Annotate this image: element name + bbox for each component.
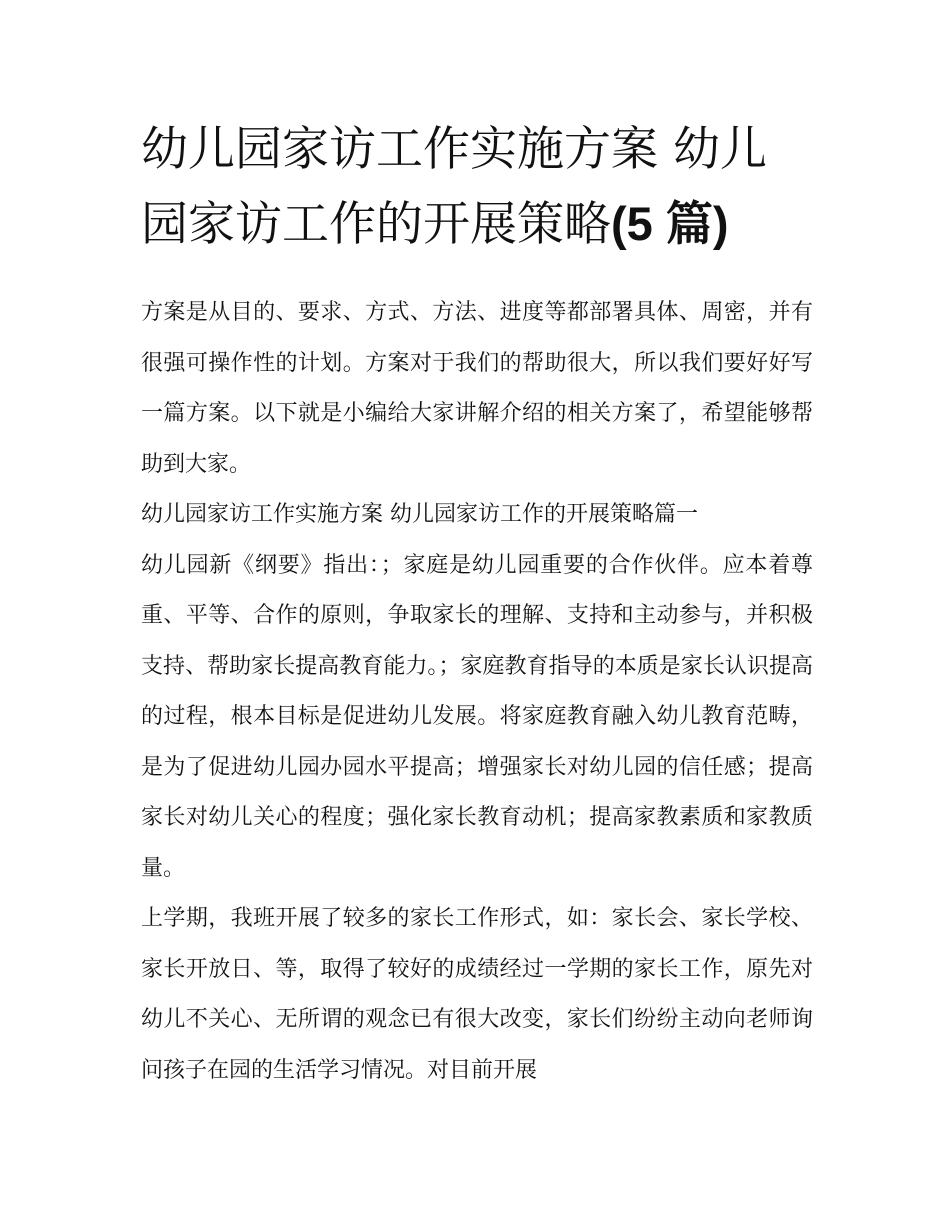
- body-paragraph: 上学期，我班开展了较多的家长工作形式，如：家长会、家长学校、家长开放日、等，取得了较好的成绩经过一学期的家长工作，原先对幼儿不关心、无所谓的观念已有很大改变，家长们纷纷主动向老师询问孩子在园的生活学习情况。对目前开展: [141, 906, 813, 1083]
- body-paragraph: 幼儿园新《纲要》指出：；家庭是幼儿园重要的合作伙伴。应本着尊重、平等、合作的原则，争取家长的理解、支持和主动参与，并积极支持、帮助家长提高教育能力。；家庭教育指导的本质是家长认识提高的过程，根本目标是促进幼儿发展。将家庭教育融入幼儿教育范畴，是为了促进幼儿园办园水平提高；增强家长对幼儿园的信任感；提高家长对幼儿关心的程度；强化家长教育动机；提高家教素质和家教质量。: [141, 552, 813, 881]
- document-title: [141, 113, 813, 262]
- intro-paragraph: 方案是从目的、要求、方式、方法、进度等都部署具体、周密，并有很强可操作性的计划。方案对于我们的帮助很大，所以我们要好好写一篇方案。以下就是小编给大家讲解介绍的相关方案了，希望能够帮助到大家。: [141, 300, 813, 477]
- section-heading: 幼儿园家访工作实施方案 幼儿园家访工作的开展策略篇一: [141, 502, 698, 527]
- title-text: 幼儿园家访工作实施方案 幼儿园家访工作的开展策略: [141, 122, 767, 252]
- document-body: [141, 113, 813, 1096]
- title-count: (5 篇): [611, 197, 729, 250]
